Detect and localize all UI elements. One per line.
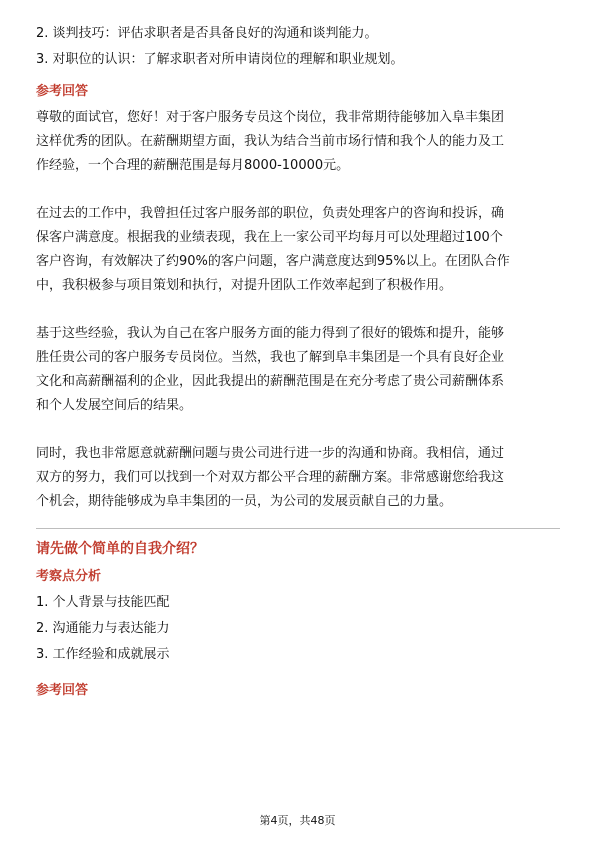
paragraph-line: 文化和高薪酬福利的企业，因此我提出的薪酬范围是在充分考虑了贵公司薪酬体系 [36, 374, 505, 389]
paragraph-line: 中，我积极参与项目策划和执行，对提升团队工作效率起到了积极作用。 [36, 278, 453, 293]
list-item: 2. 谈判技巧：评估求职者是否具备良好的沟通和谈判能力。 [36, 26, 378, 41]
paragraph-line: 个机会，期待能够成为阜丰集团的一员，为公司的发展贡献自己的力量。 [36, 494, 453, 509]
reference-answer-heading-2: 参考回答 [36, 683, 89, 698]
page-number-footer: 第4页，共48页 [259, 814, 336, 827]
paragraph-line: 保客户满意度。根据我的业绩表现，我在上一家公司平均每月可以处理超过100个 [36, 230, 503, 245]
answer-paragraph [36, 106, 560, 178]
paragraph-line: 在过去的工作中，我曾担任过客户服务部的职位，负责处理客户的咨询和投诉，确 [36, 206, 505, 221]
list-item: 3. 工作经验和成就展示 [36, 647, 170, 662]
analysis-heading: 考察点分析 [36, 569, 102, 584]
list-item: 2. 沟通能力与表达能力 [36, 621, 170, 636]
list-item: 3. 对职位的认识：了解求职者对所申请岗位的理解和职业规划。 [36, 52, 404, 67]
reference-answer-heading: 参考回答 [36, 84, 89, 99]
paragraph-line: 尊敬的面试官，您好！对于客户服务专员这个岗位，我非常期待能够加入阜丰集团 [36, 110, 505, 125]
question-heading: 请先做个简单的自我介绍？ [36, 541, 204, 557]
answer-paragraph [36, 202, 560, 298]
paragraph-line: 作经验，一个合理的薪酬范围是每月8000-10000元。 [36, 158, 350, 173]
paragraph-line: 胜任贵公司的客户服务专员岗位。当然，我也了解到阜丰集团是一个具有良好企业 [36, 350, 505, 365]
paragraph-line: 基于这些经验，我认为自己在客户服务方面的能力得到了很好的锻炼和提升，能够 [36, 326, 505, 341]
analysis-list [36, 591, 560, 669]
paragraph-line: 同时，我也非常愿意就薪酬问题与贵公司进行进一步的沟通和协商。我相信，通过 [36, 446, 505, 461]
section-divider [36, 528, 560, 529]
page-content [36, 22, 560, 705]
answer-paragraph [36, 322, 560, 418]
list-item: 1. 个人背景与技能匹配 [36, 595, 170, 610]
paragraph-line: 双方的努力，我们可以找到一个对双方都公平合理的薪酬方案。非常感谢您给我这 [36, 470, 505, 485]
top-criteria-list [36, 22, 560, 74]
answer-paragraph [36, 442, 560, 514]
paragraph-line: 和个人发展空间后的结果。 [36, 398, 193, 413]
paragraph-line: 这样优秀的团队。在薪酬期望方面，我认为结合当前市场行情和我个人的能力及工 [36, 134, 505, 149]
paragraph-line: 客户咨询，有效解决了约90%的客户问题，客户满意度达到95%以上。在团队合作 [36, 254, 510, 269]
